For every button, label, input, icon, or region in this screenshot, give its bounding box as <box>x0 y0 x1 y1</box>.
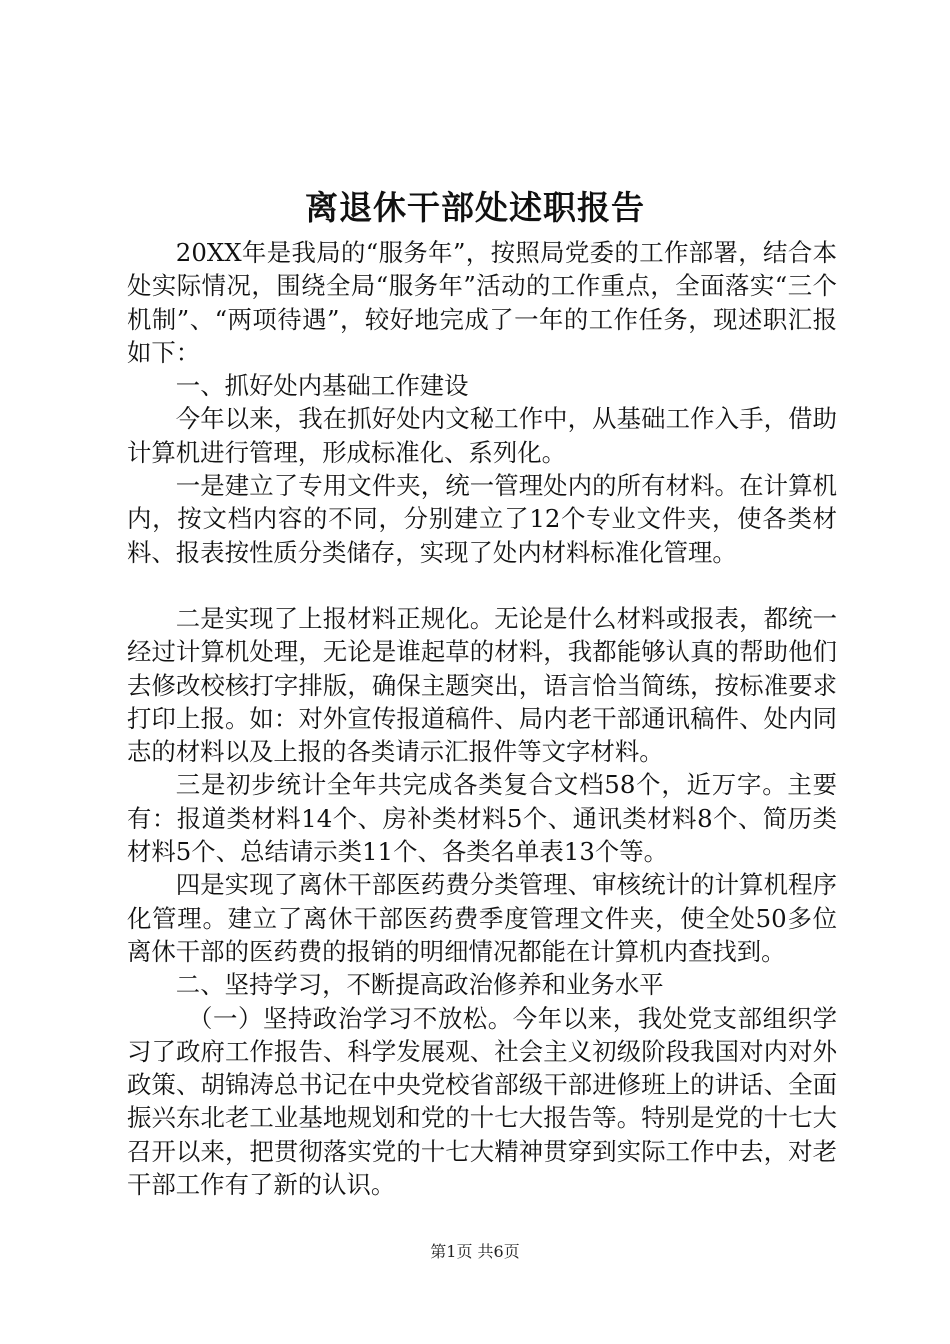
paragraph-intro: 20XX年是我局的“服务年”，按照局党委的工作部署，结合本处实际情况，围绕全局“服务年”活动的工作重点，全面落实“三个机制”、“两项待遇”，较好地完成了一年的工作任务，现述职汇报如下： <box>127 238 837 367</box>
paragraph: 二是实现了上报材料正规化。无论是什么材料或报表，都统一经过计算机处理，无论是谁起草的材料，我都能够认真的帮助他们去修改校核打字排版，确保主题突出，语言恰当简练，按标准要求打印上报。如：对外宣传报道稿件、局内老干部通讯稿件、处内同志的材料以及上报的各类请示汇报件等文字材料。 <box>127 603 837 767</box>
paragraph: 四是实现了离休干部医药费分类管理、审核统计的计算机程序化管理。建立了离休干部医药费季度管理文件夹，使全处50多位离休干部的医药费的报销的明细情况都能在计算机内查找到。 <box>127 870 837 966</box>
section-heading-1: 一、抓好处内基础工作建设 <box>175 371 469 401</box>
paragraph: 一是建立了专用文件夹，统一管理处内的所有材料。在计算机内，按文档内容的不同，分别建立了12个专业文件夹，使各类材料、报表按性质分类储存，实现了处内材料标准化管理。 <box>127 471 837 567</box>
document-body <box>127 236 837 1201</box>
paragraph: （一）坚持政治学习不放松。今年以来，我处党支部组织学习了政府工作报告、科学发展观、社会主义初级阶段我国对内对外政策、胡锦涛总书记在中央党校省部级干部进修班上的讲话、全面振兴东北老工业基地规划和党的十七大报告等。特别是党的十七大召开以来，把贯彻落实党的十七大精神贯穿到实际工作中去，对老干部工作有了新的认识。 <box>127 1003 837 1200</box>
page-footer: 第1页 共6页 <box>430 1242 520 1261</box>
paragraph: 三是初步统计全年共完成各类复合文档58个，近万字。主要有：报道类材料14个、房补类材料5个、通讯类材料8个、简历类材料5个、总结请示类11个、各类名单表13个等。 <box>127 770 837 867</box>
paragraph: 今年以来，我在抓好处内文秘工作中，从基础工作入手，借助计算机进行管理，形成标准化、系列化。 <box>127 404 837 467</box>
document-title: 离退休干部处述职报告 <box>305 188 645 227</box>
section-heading-2: 二、坚持学习，不断提高政治修养和业务水平 <box>175 970 664 1000</box>
